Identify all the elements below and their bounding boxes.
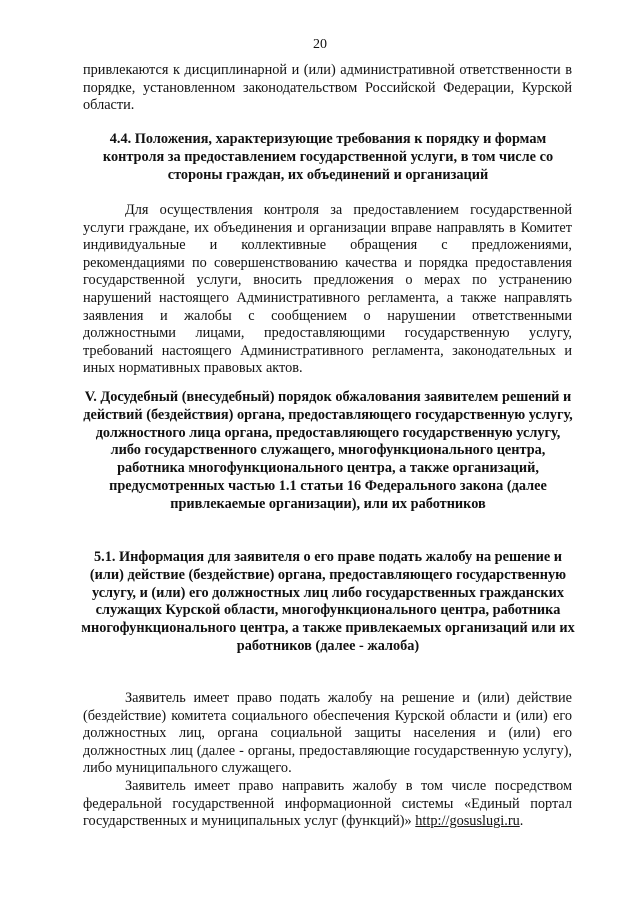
chapter-v-heading: V. Досудебный (внесудебный) порядок обжалования заявителем решений и действий (бездействия) органа, предоставляющего государственную услугу, должностного лица органа, предоставляющего государственную услугу, либо государственного служащего, многофункционального центра, работника многофункционального центра, а также организаций, предусмотренных частью 1.1 статьи 16 Федерального закона (далее привлекаемые организации), или их работников xyxy=(83,389,573,512)
section-5-1-paragraph-b xyxy=(83,778,572,831)
paragraph-b-period: . xyxy=(519,813,524,830)
page-number: 20 xyxy=(313,37,327,52)
section-4-4-paragraph: Для осуществления контроля за предоставлением государственной услуги граждане, их объединения и организации вправе направлять в Комитет индивидуальные и коллективные обращения с предложениями, рекомендациями по совершенствованию качества и порядка предоставления государственной услуги, вносить предложения о мерах по устранению нарушений настоящего Административного регламента, а также направлять заявления и жалобы с сообщением о нарушении ответственными должностными лицами, предоставляющими государственную услугу, требований настоящего Административного регламента, законодательных и иных нормативных правовых актов. xyxy=(83,202,572,377)
intro-paragraph: привлекаются к дисциплинарной и (или) административной ответственности в порядке, установленном законодательством Российской Федерации, Курской области. xyxy=(83,62,572,114)
section-5-1-heading: 5.1. Информация для заявителя о его праве подать жалобу на решение и (или) действие (бездействие) органа, предоставляющего государственную услугу, и (или) его должностных лиц либо государственных гражданских служащих Курской области, многофункционального центра, работника многофункционального центра, а также привлекаемых организаций или их работников (далее - жалоба) xyxy=(81,549,575,654)
paragraph-b-text: Заявитель имеет право направить жалобу в том числе посредством федеральной государственной информационной системы «Единый портал государственных и муниципальных услуг (функций)» xyxy=(83,778,572,830)
section-5-1-paragraph-a: Заявитель имеет право подать жалобу на решение и (или) действие (бездействие) комитета социального обеспечения Курской области и (или) его должностных лиц, органа социальной защиты населения и (или) его должностных лиц (далее - органы, предоставляющие государственную услугу), либо муниципального служащего. xyxy=(83,690,572,777)
gosuslugi-link[interactable]: http://gosuslugi.ru xyxy=(415,813,520,830)
section-4-4-heading: 4.4. Положения, характеризующие требования к порядку и формам контроля за предоставлением государственной услуги, в том числе со стороны граждан, их объединений и организаций xyxy=(102,131,554,183)
